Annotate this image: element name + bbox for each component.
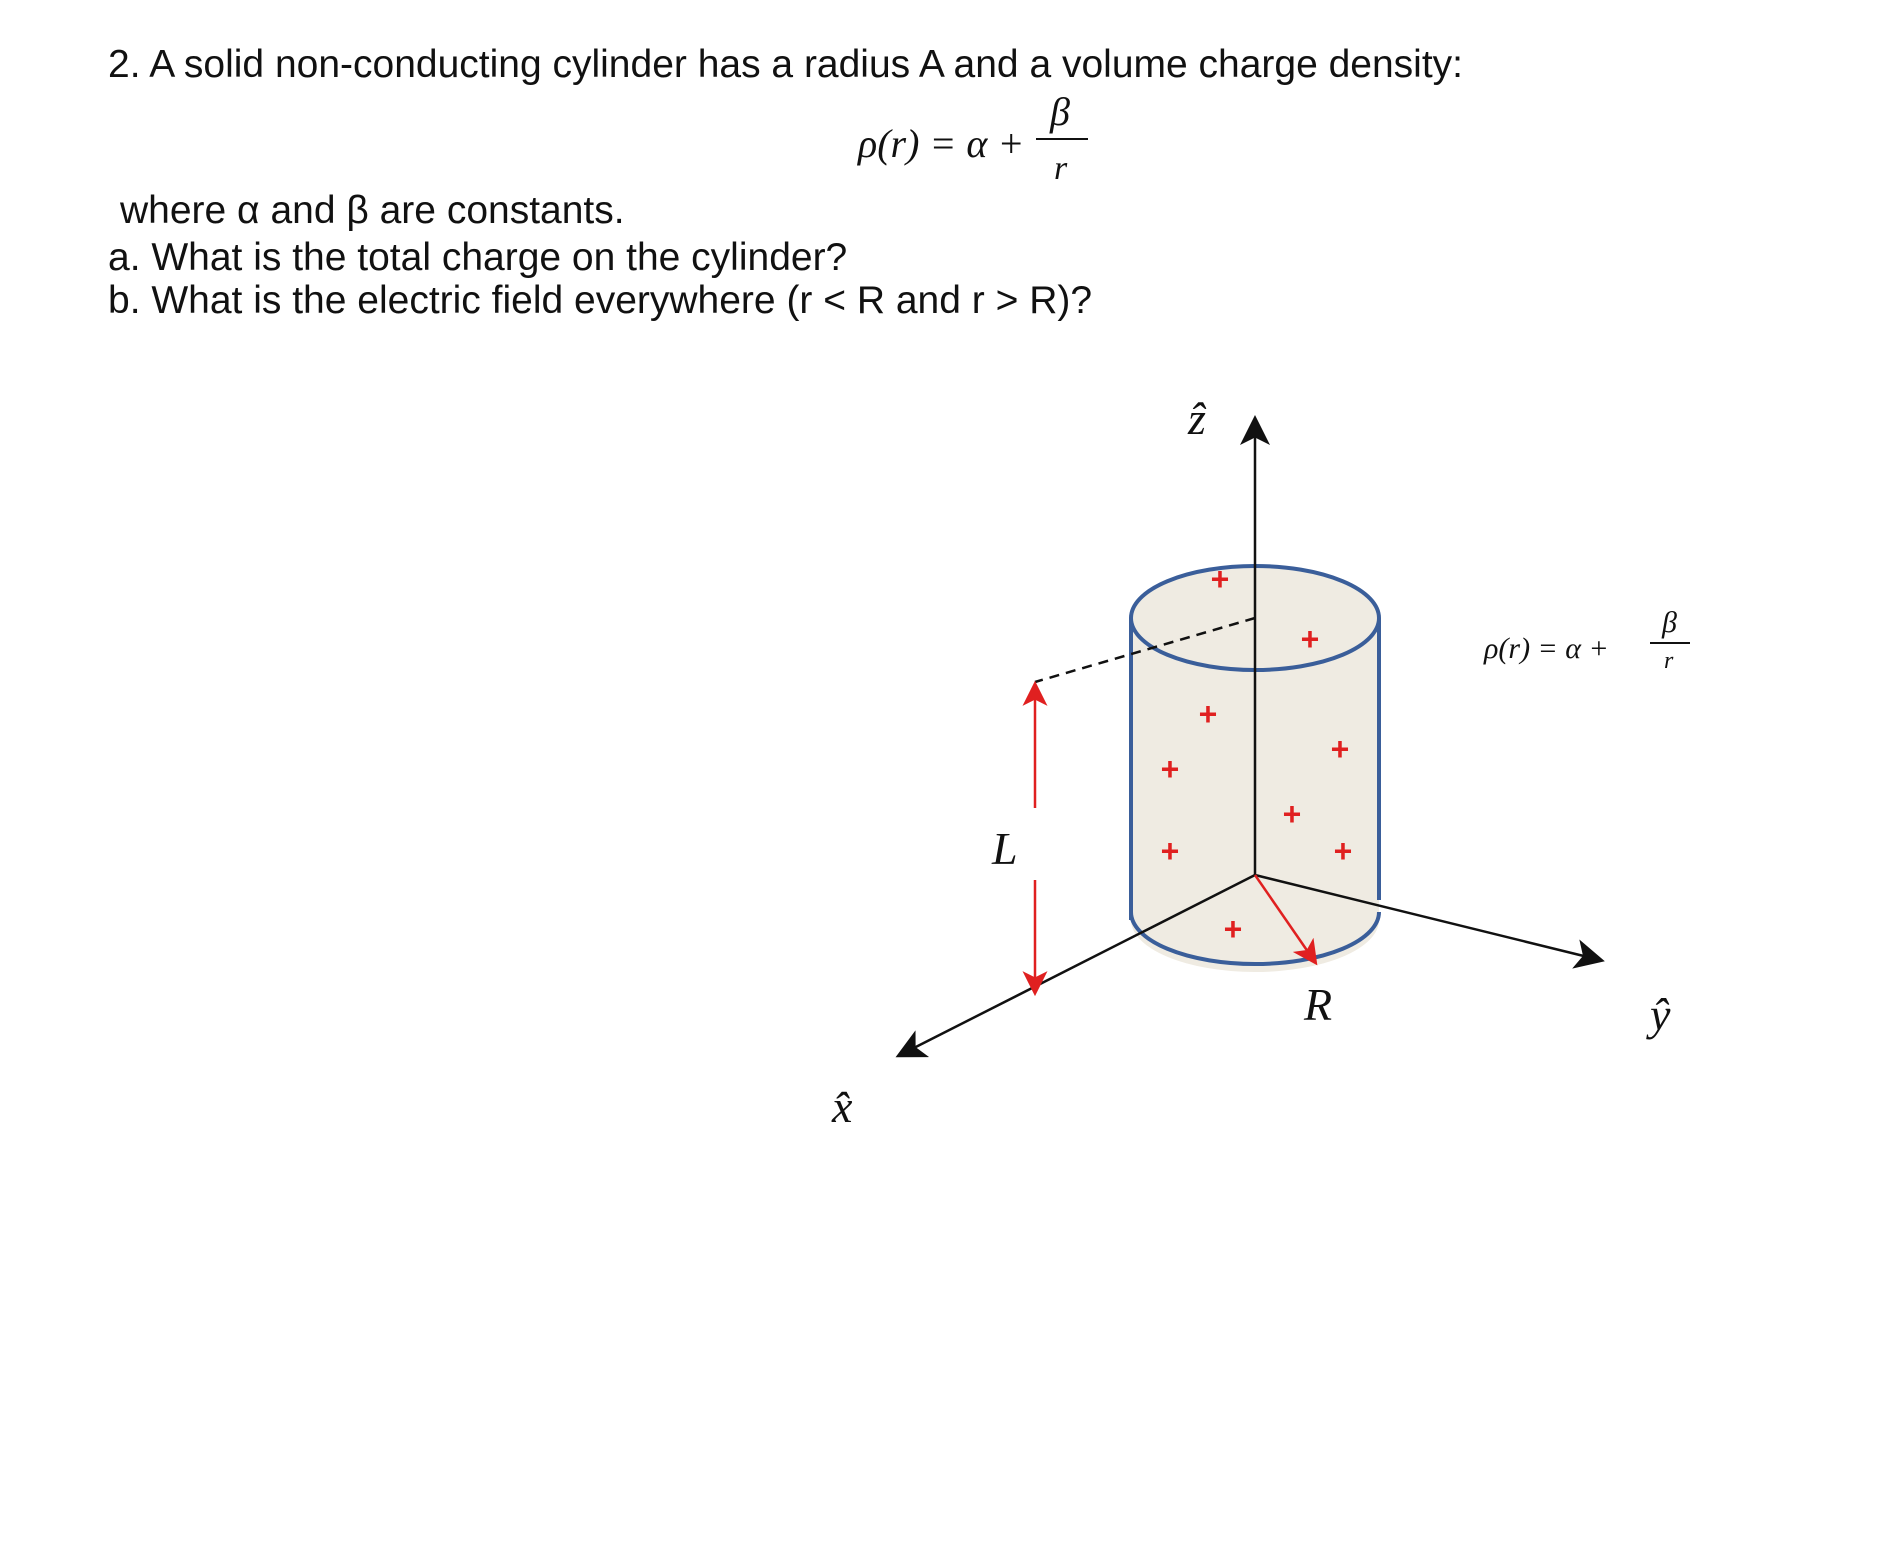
charge-plus: + — [1210, 561, 1230, 597]
charge-plus: + — [1198, 696, 1218, 732]
question-b: b. What is the electric field everywhere (r < R and r > R)? — [108, 279, 1093, 322]
figure-equation-numerator: β — [1662, 606, 1677, 639]
where-constants-text: where α and β are constants. — [120, 189, 625, 232]
charge-plus: + — [1223, 911, 1243, 947]
equation-numerator: β — [1050, 89, 1070, 134]
figure-fraction-bar — [1650, 642, 1690, 644]
charge-plus: + — [1282, 796, 1302, 832]
equation-lhs: ρ(r) = α + — [858, 121, 1025, 166]
charge-plus: + — [1300, 621, 1320, 657]
x-axis-label: x̂ — [832, 1081, 853, 1132]
charge-plus: + — [1330, 731, 1350, 767]
y-axis-label: ŷ — [1650, 989, 1671, 1040]
charge-plus: + — [1160, 751, 1180, 787]
charge-plus: + — [1333, 833, 1353, 869]
equation-denominator: r — [1054, 150, 1068, 187]
figure-equation — [1484, 608, 1694, 688]
problem-heading: 2. A solid non-conducting cylinder has a radius A and a volume charge density: — [108, 43, 1464, 86]
figure-equation-lhs: ρ(r) = α + — [1484, 632, 1609, 665]
question-a: a. What is the total charge on the cylinder? — [108, 236, 848, 279]
figure-equation-denominator: r — [1664, 648, 1674, 674]
length-label: L — [992, 823, 1018, 874]
charge-plus: + — [1160, 833, 1180, 869]
radius-label: R — [1304, 979, 1333, 1030]
z-axis-label: ẑ — [1188, 393, 1206, 444]
